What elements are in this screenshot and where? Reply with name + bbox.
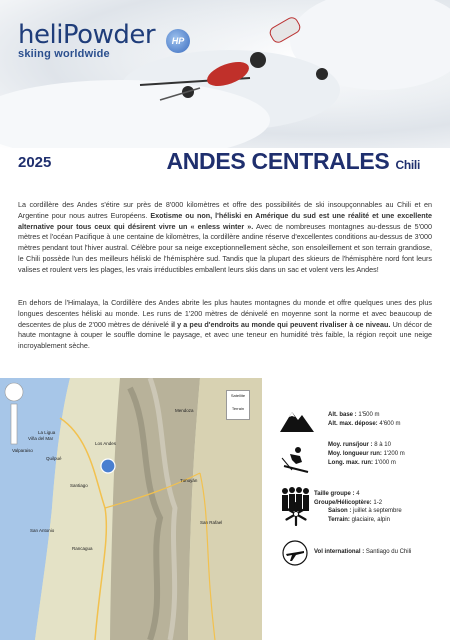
brand-tagline: skiing worldwide <box>18 48 110 60</box>
alt-drop-label: Alt. max. dépose: <box>328 421 378 427</box>
season-label: Saison : <box>328 508 352 514</box>
map-label-vina-del-mar: Viña del Mar <box>28 436 54 441</box>
map-label-quilpue: Quilpué <box>46 456 62 461</box>
region-map[interactable] <box>0 378 262 640</box>
hero-photo <box>0 0 450 148</box>
map-label-santiago: Santiago <box>70 483 88 488</box>
map-label-la-ligua: La Ligua <box>38 430 56 435</box>
airplane-icon <box>282 540 308 566</box>
brand-name: heliPowder <box>18 20 156 50</box>
flight-label: Vol international : <box>314 549 365 555</box>
alt-drop-value: 4'600 m <box>379 421 401 427</box>
group-info <box>314 490 382 508</box>
skier-icon <box>280 444 310 474</box>
brand-badge-icon: HP <box>166 29 190 53</box>
p2-text-a: En dehors de l'Himalaya, la Cordillère des Andes abrite les plus hautes montagnes du monde et offre quelques unes des plus longues descentes héliski au monde. Les runs de 1'200 mètres de dénivelé en moyenne sont la norme et avec beaucoup de descentes de plus de 2'000 mètres de dénivelé <box>18 298 432 329</box>
map-label-san-antonio: San Antonio <box>30 528 55 533</box>
terrain-button[interactable]: Terrain <box>231 406 245 411</box>
run-length-label: Moy. longueur run: <box>328 451 382 457</box>
altitude-info <box>328 411 401 429</box>
season-info <box>328 507 402 525</box>
map-label-rancagua: Rancagua <box>72 546 93 551</box>
title-country: Chili <box>395 158 420 172</box>
map-type-control[interactable] <box>226 390 250 420</box>
run-max-label: Long. max. run: <box>328 460 373 466</box>
season-value: juillet à septembre <box>353 508 402 514</box>
mountain-icon <box>280 406 314 432</box>
alt-base-value: 1'500 m <box>358 412 380 418</box>
snowflake-icon <box>284 502 308 526</box>
p2-text-bold: il y a peu d'endroits au monde qui peuvent rivaliser à ce niveau. <box>171 319 391 329</box>
map-terrain <box>0 378 262 640</box>
flight-info <box>314 548 411 557</box>
run-length-value: 1'200 m <box>383 451 405 457</box>
map-label-valparaiso: Valparaiso <box>12 448 33 453</box>
map-label-mendoza: Mendoza <box>175 408 194 413</box>
satellite-button[interactable]: Satellite <box>230 393 246 398</box>
terrain-value: glaciaire, alpin <box>351 517 390 523</box>
p1-text-b: Avec de nombreuses montagnes au-dessus de 5'000 mètres et l'océan Pacifique à une centaine de kilomètres, la cordillère andine réserve d'excellentes conditions au-dessus de 3'000 mètres pendant tout l'hiver austral. Célèbre pour sa neige exceptionnellement sèche, son ensoleillement et son terrain grandiose, le Chili possède l'un des meilleurs héliski de l'hémisphère sud. Tandis que la plupart des skieurs de l'hémisphère nord font leurs valises et roulent vers les plages, les vrais irréductibles emballent leurs skis dans un sac et volent vers les Andes! <box>18 221 432 274</box>
map-label-los-andes: Los Andes <box>95 441 117 446</box>
flight-value: Santiago du Chili <box>365 549 412 555</box>
title-main: ANDES CENTRALES <box>166 148 390 174</box>
terrain-label: Terrain: <box>328 517 350 523</box>
alt-base-label: Alt. base : <box>328 412 357 418</box>
group-heli-value: 1-2 <box>373 500 383 506</box>
second-paragraph <box>18 298 432 352</box>
group-heli-label: Groupe/Hélicoptère: <box>314 500 372 506</box>
group-size-label: Taille groupe : <box>314 491 355 497</box>
map-label-san-rafael: San Rafael <box>200 520 223 525</box>
page-title <box>166 148 420 175</box>
brand-logo[interactable] <box>18 20 155 60</box>
runs-per-day-label: Moy. runs/jour : <box>328 442 373 448</box>
season-year: 2025 <box>18 154 52 171</box>
run-max-value: 1'000 m <box>374 460 396 466</box>
group-size-value: 4 <box>356 491 360 497</box>
runs-info <box>328 441 405 468</box>
p2-text-b: Un décor de haute montagne à couper le souffle domine le paysage, et avec une teneur en humidité très faible, la région reçoit une neige incroyablement sèche. <box>18 319 432 351</box>
p1-text-bold: Exotisme ou non, l'héliski en Amérique du sud est une réalité et une excellente alternative pour tous ceux qui désirent vivre un « enless winter ». <box>18 210 432 231</box>
intro-paragraph <box>18 200 432 276</box>
map-label-tunuyan: Tunuyán <box>180 478 198 483</box>
p1-text-a: La cordillère des Andes s'étire sur près de 8'000 kilomètres et offre des possibilités de ski insoupçonnables au Chili et en Argentine pour nous autres Européens. <box>18 200 432 220</box>
runs-per-day-value: 8 à 10 <box>374 442 391 448</box>
